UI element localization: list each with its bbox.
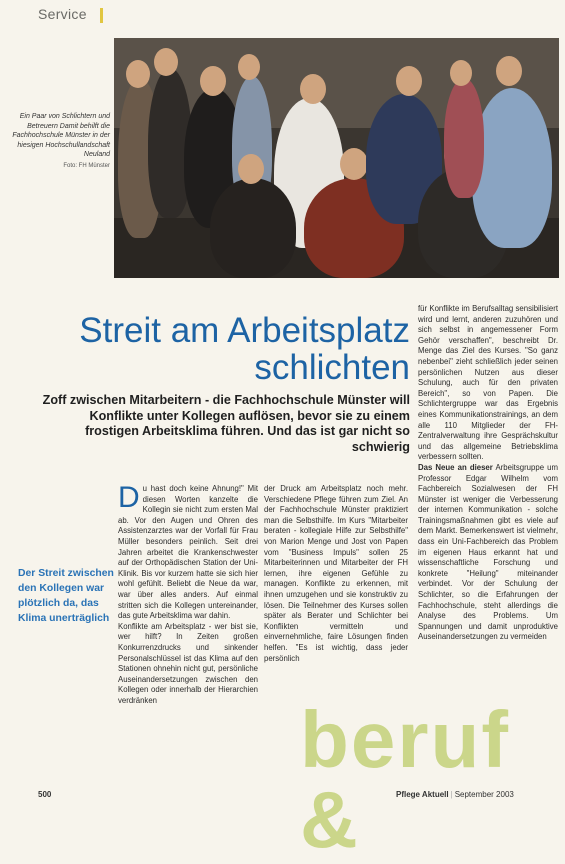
photo-caption-text: Ein Paar von Schlichtern und Betreuern Damit behilft die Fachhochschule Münster in der hiesigen Hochschullandschaft Neuland xyxy=(12,113,110,158)
article-lead: Zoff zwischen Mitarbeitern - die Fachhochschule Münster will Konflikte unter Kollegen auflösen, bevor sie zu einem frostigen Arbeitsklima führen. Und das ist gar nicht so schwierig xyxy=(42,393,410,454)
page-footer xyxy=(396,790,514,799)
drop-cap: D xyxy=(118,481,140,514)
article-title-line1: Streit am Arbeitsplatz xyxy=(79,311,410,350)
page-number: 500 xyxy=(38,790,52,799)
article-column-2 xyxy=(264,484,408,664)
article-title-line2: schlichten xyxy=(254,348,410,387)
section-accent-bar xyxy=(100,8,103,23)
column-2-text: der Druck am Arbeitsplatz noch mehr. Verschiedene Pflege führen zum Ziel. An der Fachhochschule Münster praktiziert man die Selbsthilfe. Im Kurs "Mitarbeiter beraten - kollegiale Hilfe zur Selbsthilfe" von Marion Menge und Jost von Papen vom "Business Impuls" sollen 25 Mitarbeiterinnen und Mitarbeiter der FH lernen, ihre eigenen Gefühle zu managen. Konflikte zu erkennen, mit ihnen umzugehen und sie konstruktiv zu lösen. Die Teilnehmer des Kurses sollen später als Berater und Schlichter bei Konflikten vermitteln und einvernehmliche, faire Lösungen finden helfen. "Es ist wichtig, dass jeder persönlich xyxy=(264,484,408,663)
article-column-1 xyxy=(118,481,258,706)
footer-magazine: Pflege Aktuell xyxy=(396,790,449,799)
column-1-text-b: Konflikte am Arbeitsplatz - wer bist sie, wer hilft? In Zeiten großen Konkurrenzdrucks und sinkender Personalschlüssel ist das Klima auf den Stationen ohnehin nicht gut, persönliche Auseinandersetzungen zwischen den Kollegen oder innerhalb der Hierarchien verdränken xyxy=(118,621,258,705)
column-1-text: u hast doch keine Ahnung!" Mit diesen Worten kanzelte die Kollegin sie nicht zum ersten Mal ab. Vor den Augen und Ohren des Assistenzarztes war der Vorfall für Frau Müller besonders peinlich. Seit drei Jahren arbeitet die Krankenschwester auf der Orthopädischen Station der Uni-Klinik. Bis vor kurzem hatte sie sich hier wohl gefühlt. Beliebt die Neue da war, war über alles anders. Auf einmal stritten sich die Kollegen untereinander, das gute Arbeitsklima war dahin. xyxy=(118,484,258,621)
article-title xyxy=(40,312,410,386)
column-3-text: für Konflikte im Berufsalltag sensibilisiert wird und lernt, anderen zuzuhören und sich selbst in angemessener Form Gehör verschaffen", beschreibt Dr. Menge das Ziel des Kurses. "So ganz nebenbei" zieht schließlich jeder seinen persönlichen Nutzen aus dieser Schulung, auch für den privaten Bereich", so von Papen. Die Schlichtergruppe war das Ergebnis eines Kommunikationstrainings, an dem alle 110 Mitglieder der FH-Zentralverwaltung ihre Gesprächskultur und das allgemeine Betriebsklima verbessern sollten. xyxy=(418,304,558,462)
footer-separator: | xyxy=(450,790,453,799)
column-3-text-b: Arbeitsgruppe um Professor Edgar Wilhelm vom Fachbereich Sozialwesen der FH Münster ist weniger die Verbesserung der internen Kommunikation - solche Trainingsmaßnahmen gibt es viele auf dem Markt. Bemerkenswert ist vielmehr, dass ein Uni-Fachbereich das Problem im eigenen Haus erkannt hat und wissenschaftliche Forschung und konkrete "Heilung" miteinander verbindet. Vor der Schulung der Schlichter, so die Erfahrungen der Fachhochschule, steht allerdings die Analyse des Problems. Um Spannungen und damit unproduktive Auseinandersetzungen zu vermeiden xyxy=(418,462,558,642)
column-3-subhead: Das Neue an dieser xyxy=(418,462,493,472)
group-photo xyxy=(114,38,559,278)
article-column-3 xyxy=(418,304,558,643)
decorative-big-word: beruf & xyxy=(300,695,510,864)
section-label: Service xyxy=(38,6,87,22)
photo-credit: Foto: FH Münster xyxy=(63,162,110,169)
photo-caption xyxy=(8,112,110,171)
footer-date: September 2003 xyxy=(454,790,514,799)
pull-quote: Der Streit zwischen den Kollegen war plötzlich da, das Klima unerträglich xyxy=(18,568,114,624)
